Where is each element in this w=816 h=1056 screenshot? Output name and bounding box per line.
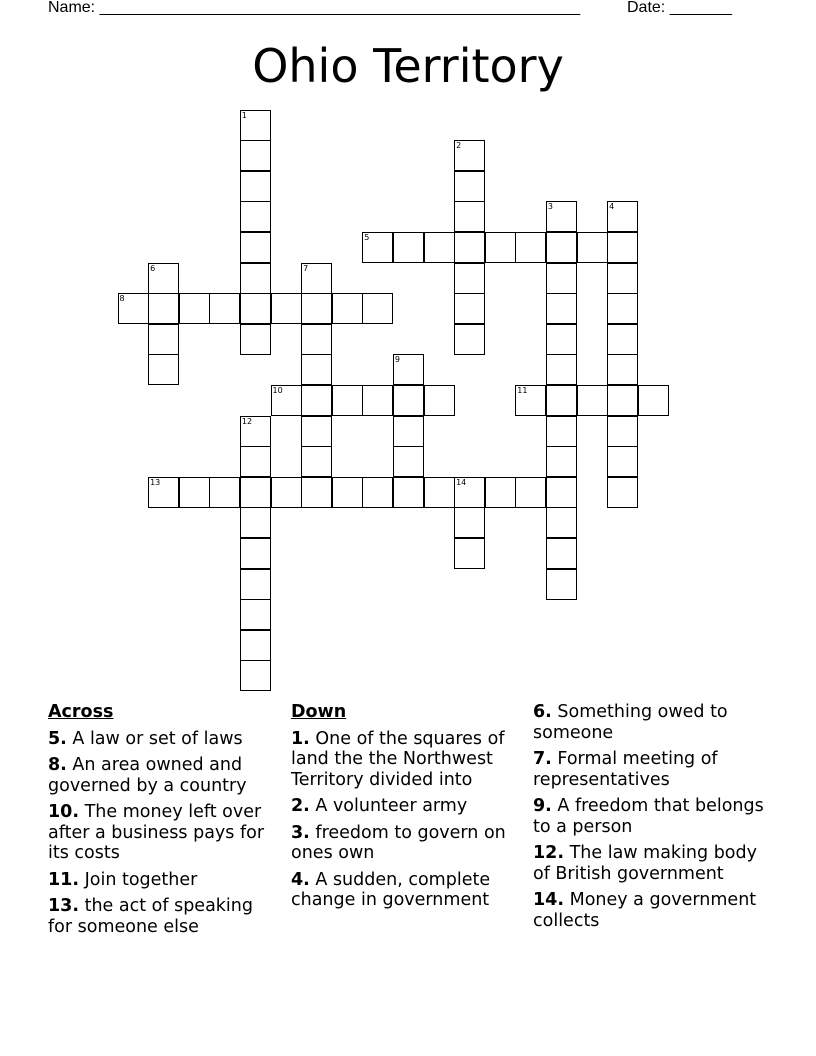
grid-cell[interactable] — [271, 293, 302, 324]
grid-cell[interactable] — [332, 385, 363, 416]
clue-number: 2 — [456, 141, 462, 151]
clue-across-13: 13. the act of speaking for someone else — [48, 896, 253, 937]
clue-number: 7 — [303, 263, 309, 273]
grid-cell[interactable] — [546, 538, 577, 569]
clue-down-14: 14. Money a government collects — [533, 890, 757, 931]
grid-cell[interactable] — [332, 477, 363, 508]
clue-number: 10 — [272, 385, 283, 395]
grid-cell[interactable] — [148, 354, 179, 385]
grid-cell[interactable] — [240, 538, 271, 569]
clue-number: 11 — [517, 385, 528, 395]
grid-cell[interactable] — [393, 477, 424, 508]
clue-number: 12 — [241, 416, 253, 426]
grid-cell[interactable] — [148, 477, 179, 508]
grid-cell[interactable] — [607, 324, 638, 355]
clue-down-4: 4. A sudden, complete change in government — [291, 869, 491, 910]
across-heading: Across — [48, 702, 114, 722]
clue-number: 3 — [547, 202, 553, 212]
grid-cell[interactable] — [301, 263, 332, 294]
grid-cell[interactable] — [607, 263, 638, 294]
grid-cell[interactable] — [546, 507, 577, 538]
grid-cell[interactable] — [301, 416, 332, 447]
grid-cell[interactable] — [240, 416, 271, 447]
grid-cell[interactable] — [332, 293, 363, 324]
grid-cell[interactable] — [209, 293, 240, 324]
clue-number: 1 — [241, 110, 247, 120]
grid-cell[interactable] — [607, 293, 638, 324]
grid-cell[interactable] — [607, 201, 638, 232]
clue-down-12: 12. The law making body of British government — [533, 843, 757, 884]
grid-cell[interactable] — [240, 171, 271, 202]
grid-cell[interactable] — [607, 385, 638, 416]
clue-across-8: 8. An area owned and governed by a country — [48, 755, 247, 796]
grid-cell[interactable] — [240, 293, 271, 324]
grid-cell[interactable] — [546, 293, 577, 324]
clue-number: 9 — [394, 355, 400, 365]
grid-cell[interactable] — [546, 263, 577, 294]
grid-cell[interactable] — [301, 385, 332, 416]
clue-down-6: 6. Something owed to someone — [533, 702, 728, 743]
grid-cell[interactable] — [577, 385, 608, 416]
grid-cell[interactable] — [454, 263, 485, 294]
clues-column-3 — [533, 702, 765, 937]
grid-cell[interactable] — [607, 446, 638, 477]
grid-cell[interactable] — [515, 477, 546, 508]
grid-cell[interactable] — [240, 140, 271, 171]
clues-column-1 — [48, 702, 280, 943]
clue-number: 5 — [364, 232, 370, 242]
grid-cell[interactable] — [607, 354, 638, 385]
grid-cell[interactable] — [240, 446, 271, 477]
grid-cell[interactable] — [546, 477, 577, 508]
clue-number: 6 — [150, 263, 156, 273]
grid-cell[interactable] — [424, 232, 455, 263]
grid-cell[interactable] — [240, 660, 271, 691]
grid-cell[interactable] — [301, 477, 332, 508]
grid-cell[interactable] — [148, 293, 179, 324]
grid-cell[interactable] — [454, 324, 485, 355]
grid-cell[interactable] — [148, 324, 179, 355]
grid-cell[interactable] — [240, 569, 271, 600]
clue-across-5: 5. A law or set of laws — [48, 728, 243, 749]
grid-cell[interactable] — [607, 477, 638, 508]
grid-cell[interactable] — [454, 477, 485, 508]
grid-cell[interactable] — [240, 110, 271, 141]
grid-cell[interactable] — [240, 232, 271, 263]
grid-cell[interactable] — [546, 416, 577, 447]
grid-cell[interactable] — [301, 354, 332, 385]
clue-number: 14 — [456, 477, 467, 487]
grid-cell[interactable] — [485, 477, 516, 508]
grid-cell[interactable] — [148, 263, 179, 294]
grid-cell[interactable] — [454, 171, 485, 202]
grid-cell[interactable] — [577, 232, 608, 263]
grid-cell[interactable] — [546, 232, 577, 263]
grid-cell[interactable] — [301, 293, 332, 324]
grid-cell[interactable] — [179, 477, 210, 508]
grid-cell[interactable] — [393, 232, 424, 263]
grid-cell[interactable] — [546, 324, 577, 355]
grid-cell[interactable] — [301, 446, 332, 477]
down-heading: Down — [291, 702, 347, 722]
grid-cell[interactable] — [424, 477, 455, 508]
grid-cell[interactable] — [424, 385, 455, 416]
grid-cell[interactable] — [362, 293, 393, 324]
grid-cell[interactable] — [118, 293, 149, 324]
clue-number: 8 — [119, 294, 125, 304]
grid-cell[interactable] — [393, 385, 424, 416]
name-field[interactable]: Name: ______________________________________________________ — [48, 0, 581, 16]
grid-cell[interactable] — [454, 507, 485, 538]
grid-cell[interactable] — [546, 385, 577, 416]
clue-number: 13 — [150, 477, 161, 487]
date-field[interactable]: Date: _______ — [627, 0, 732, 16]
clue-across-10: 10. The money left over after a business pays for its costs — [48, 802, 265, 863]
grid-cell[interactable] — [362, 232, 393, 263]
clues-column-2 — [291, 702, 523, 917]
grid-cell[interactable] — [271, 477, 302, 508]
grid-cell[interactable] — [393, 416, 424, 447]
clue-down-3: 3. freedom to govern on ones own — [291, 822, 506, 863]
page-title: Ohio Territory — [252, 39, 564, 93]
grid-cell[interactable] — [179, 293, 210, 324]
grid-cell[interactable] — [607, 232, 638, 263]
grid-cell[interactable] — [546, 201, 577, 232]
grid-cell[interactable] — [393, 446, 424, 477]
grid-cell[interactable] — [454, 140, 485, 171]
grid-cell[interactable] — [240, 507, 271, 538]
clue-down-7: 7. Formal meeting of representatives — [533, 749, 718, 790]
clue-down-9: 9. A freedom that belongs to a person — [533, 796, 764, 837]
grid-cell[interactable] — [362, 477, 393, 508]
grid-cell[interactable] — [454, 201, 485, 232]
grid-cell[interactable] — [240, 630, 271, 661]
grid-cell[interactable] — [393, 354, 424, 385]
grid-cell[interactable] — [485, 232, 516, 263]
clue-down-1: 1. One of the squares of land the the Northwest Territory divided into — [291, 728, 505, 790]
grid-cell[interactable] — [638, 385, 669, 416]
grid-cell[interactable] — [515, 385, 546, 416]
grid-cell[interactable] — [362, 385, 393, 416]
grid-cell[interactable] — [271, 385, 302, 416]
grid-cell[interactable] — [240, 477, 271, 508]
grid-cell[interactable] — [240, 599, 271, 630]
grid-cell[interactable] — [546, 569, 577, 600]
grid-cell[interactable] — [240, 324, 271, 355]
grid-cell[interactable] — [209, 477, 240, 508]
grid-cell[interactable] — [454, 538, 485, 569]
grid-cell[interactable] — [515, 232, 546, 263]
grid-cell[interactable] — [546, 446, 577, 477]
clue-down-2: 2. A volunteer army — [291, 796, 468, 816]
grid-cell[interactable] — [301, 324, 332, 355]
clue-across-11: 11. Join together — [48, 869, 198, 890]
grid-cell[interactable] — [454, 293, 485, 324]
grid-cell[interactable] — [546, 354, 577, 385]
grid-cell[interactable] — [607, 416, 638, 447]
grid-cell[interactable] — [240, 263, 271, 294]
grid-cell[interactable] — [240, 201, 271, 232]
grid-cell[interactable] — [454, 232, 485, 263]
clue-number: 4 — [609, 202, 615, 212]
